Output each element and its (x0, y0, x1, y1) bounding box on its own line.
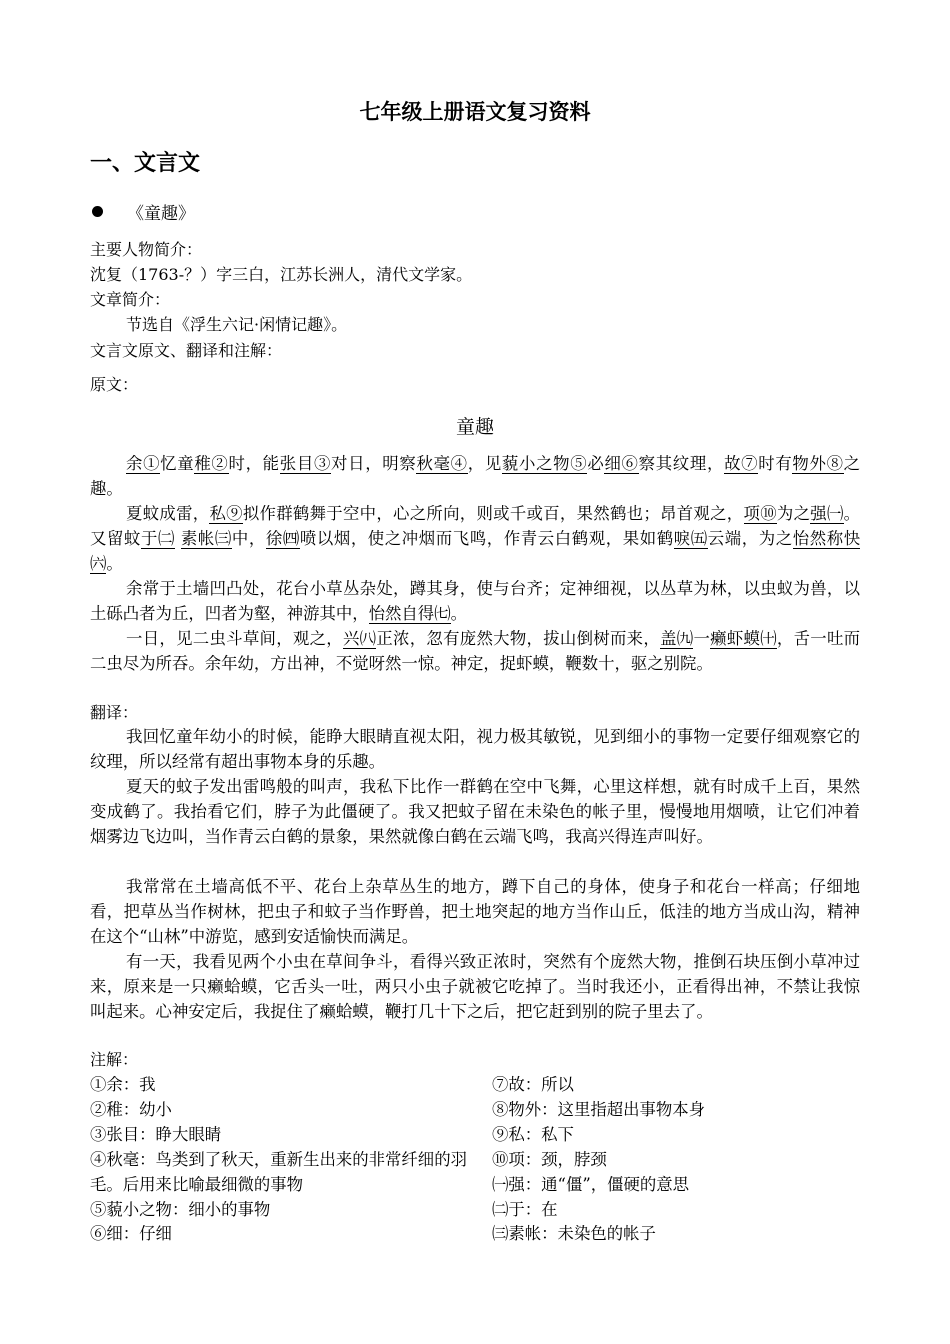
note-item: ⑥细：仔细 (90, 1224, 172, 1244)
text-run: 。又留蚊 (90, 504, 861, 548)
note-item: ②稚：幼小 (90, 1099, 172, 1119)
note-item: ④秋毫：鸟类到了秋天，重新生出来的非常纤细的羽毛。后用来比喻最细微的事物 (90, 1149, 467, 1194)
bullet-icon (92, 206, 103, 217)
translation-label: 翻译： (90, 703, 139, 722)
original-paragraph-2 (90, 502, 860, 577)
note-item: ⑧物外：这里指超出事物本身 (492, 1099, 706, 1119)
bullet-title: 《童趣》 (127, 204, 195, 224)
text-run: 一 (693, 629, 711, 648)
annotated-word: 细⑥ (604, 454, 639, 473)
document-title: 七年级上册语文复习资料 (359, 100, 591, 124)
section-heading: 一、文言文 (90, 151, 201, 176)
notes-label: 注解： (90, 1050, 139, 1069)
original-paragraph-3 (90, 577, 860, 627)
annotated-word: 癞虾蟆㈩ (710, 629, 777, 648)
annotated-word: 藐小之物⑤ (501, 454, 588, 473)
annotated-word: 秋毫④ (416, 454, 468, 473)
author-intro: 沈复（1763-？）字三白，江苏长洲人，清代文学家。 (90, 265, 473, 284)
text-run: 云端，为之 (707, 528, 793, 548)
text-run: ，舌一吐而二虫尽为所吞。余年幼，方出神，不觉呀然一惊。神定，捉虾蟆，鞭数十，驱之别院。 (90, 629, 861, 673)
text-run: 一日，见二虫斗草间，观之， (126, 629, 343, 648)
note-item: ⑦故：所以 (492, 1075, 574, 1094)
text-run: 必 (587, 454, 605, 473)
text-run: ，见 (467, 454, 502, 473)
characters-label: 主要人物简介： (90, 240, 203, 259)
annotated-word: 私⑨ (209, 504, 243, 523)
source-text: 节选自《浮生六记·闲情记趣》。 (126, 315, 348, 334)
annotated-word: 兴㈧ (342, 629, 377, 648)
annotated-word: 项⑩ (743, 504, 777, 523)
text-run: 忆童 (160, 454, 195, 473)
original-header: 文言文原文、翻译和注解： (90, 341, 283, 360)
note-item: ③张目：睁大眼睛 (90, 1124, 222, 1144)
original-label: 原文： (90, 375, 139, 394)
annotated-word: 张目③ (279, 454, 332, 473)
annotated-word: 怡然自得㈦ (368, 603, 451, 623)
note-item: ㈢素帐：未染色的帐子 (492, 1224, 656, 1244)
text-run: 夏蚊成雷， (126, 504, 210, 523)
original-paragraph-4 (90, 627, 860, 677)
annotated-word: 稚② (194, 454, 229, 473)
text-run: 。 (106, 553, 123, 573)
text-run: 之趣。 (90, 454, 861, 498)
text-run: 中， (231, 528, 266, 548)
text-title: 童趣 (455, 416, 494, 438)
note-item: ⑨私：私下 (492, 1124, 574, 1144)
note-item: ⑤藐小之物：细小的事物 (90, 1199, 271, 1219)
translation-paragraph-4: 有一天，我看见两个小虫在草间争斗，看得兴致正浓时，突然有个庞然大物，推倒石块压倒小草冲过来，原来是一只癞蛤蟆，它舌头一吐，两只小虫子就被它吃掉了。当时我还小，正看得出神，不禁让我惊叫起来。心神安定后，我捉住了癞蛤蟆，鞭打几十下之后，把它赶到别的院子里去了。 (90, 952, 860, 1021)
text-run: 喷以烟，使之冲烟而飞鸣，作青云白鹤观，果如鹤 (299, 528, 674, 548)
text-run: 时有 (758, 454, 793, 473)
notes-column-left (90, 1073, 470, 1247)
translation-paragraph-1: 我回忆童年幼小的时候，能睁大眼睛直视太阳，视力极其敏锐，见到细小的事物一定要仔细观察它的纹理，所以经常有超出事物本身的乐趣。 (90, 727, 860, 771)
text-run: 时，能 (228, 454, 280, 473)
annotated-word: 故⑦ (724, 454, 759, 473)
note-item: ⑩项：颈，脖颈 (492, 1149, 607, 1169)
text-run: 对日，明察 (331, 454, 417, 473)
text-run: 。 (450, 603, 467, 623)
translation-paragraph-2: 夏天的蚊子发出雷鸣般的叫声，我私下比作一群鹤在空中飞舞，心里这样想，就有时成千上百，果然变成鹤了。我抬看它们，脖子为此僵硬了。我又把蚊子留在未染色的帐子里，慢慢地用烟喷，让它们冲着烟雾边飞边叫，当作青云白鹤的景象，果然就像白鹤在云端飞鸣，我高兴得连声叫好。 (90, 777, 860, 846)
original-paragraph-1 (90, 452, 860, 502)
annotated-word: 强㈠ (810, 504, 844, 523)
annotated-word: 余① (126, 454, 161, 473)
annotated-word: 徐㈣ (265, 528, 300, 548)
text-run: 为之 (776, 504, 811, 523)
text-run: 察其纹理， (638, 454, 725, 473)
annotated-word: 怡然称快㈥ (90, 528, 861, 573)
annotated-word: 唳㈤ (673, 528, 708, 548)
note-item: ①余：我 (90, 1075, 156, 1094)
text-run: 拟作群鹤舞于空中，心之所向，则或千或百，果然鹤也；昂首观之， (242, 504, 744, 523)
annotated-word: 素帐㈢ (180, 528, 232, 548)
text-run: 余常于土墙凹凸处，花台小草丛杂处，蹲其身，使与台齐；定神细视，以丛草为林，以虫蚁为兽，以土砾凸者为丘，凹者为壑，神游其中， (90, 579, 860, 623)
annotated-word: 于㈡ (141, 528, 175, 548)
bullet-heading (92, 199, 195, 224)
text-run: 正浓，忽有庞然大物，拔山倒树而来， (376, 629, 661, 648)
note-item: ㈡于：在 (492, 1199, 558, 1219)
annotated-word: 盖㈨ (660, 629, 694, 648)
translation-paragraph-3: 我常常在土墙高低不平、花台上杂草丛生的地方，蹲下自己的身体，使身子和花台一样高；仔细地看，把草丛当作树林，把虫子和蚊子当作野兽，把土地突起的地方当作山丘，低洼的地方当成山沟，精神在这个“山林”中游览，感到安适愉快而满足。 (90, 877, 860, 946)
article-intro-label: 文章简介： (90, 290, 171, 309)
note-item: ㈠强：通“僵”，僵硬的意思 (492, 1174, 690, 1194)
annotated-word: 物外⑧ (792, 454, 844, 473)
notes-column-right (492, 1073, 862, 1247)
